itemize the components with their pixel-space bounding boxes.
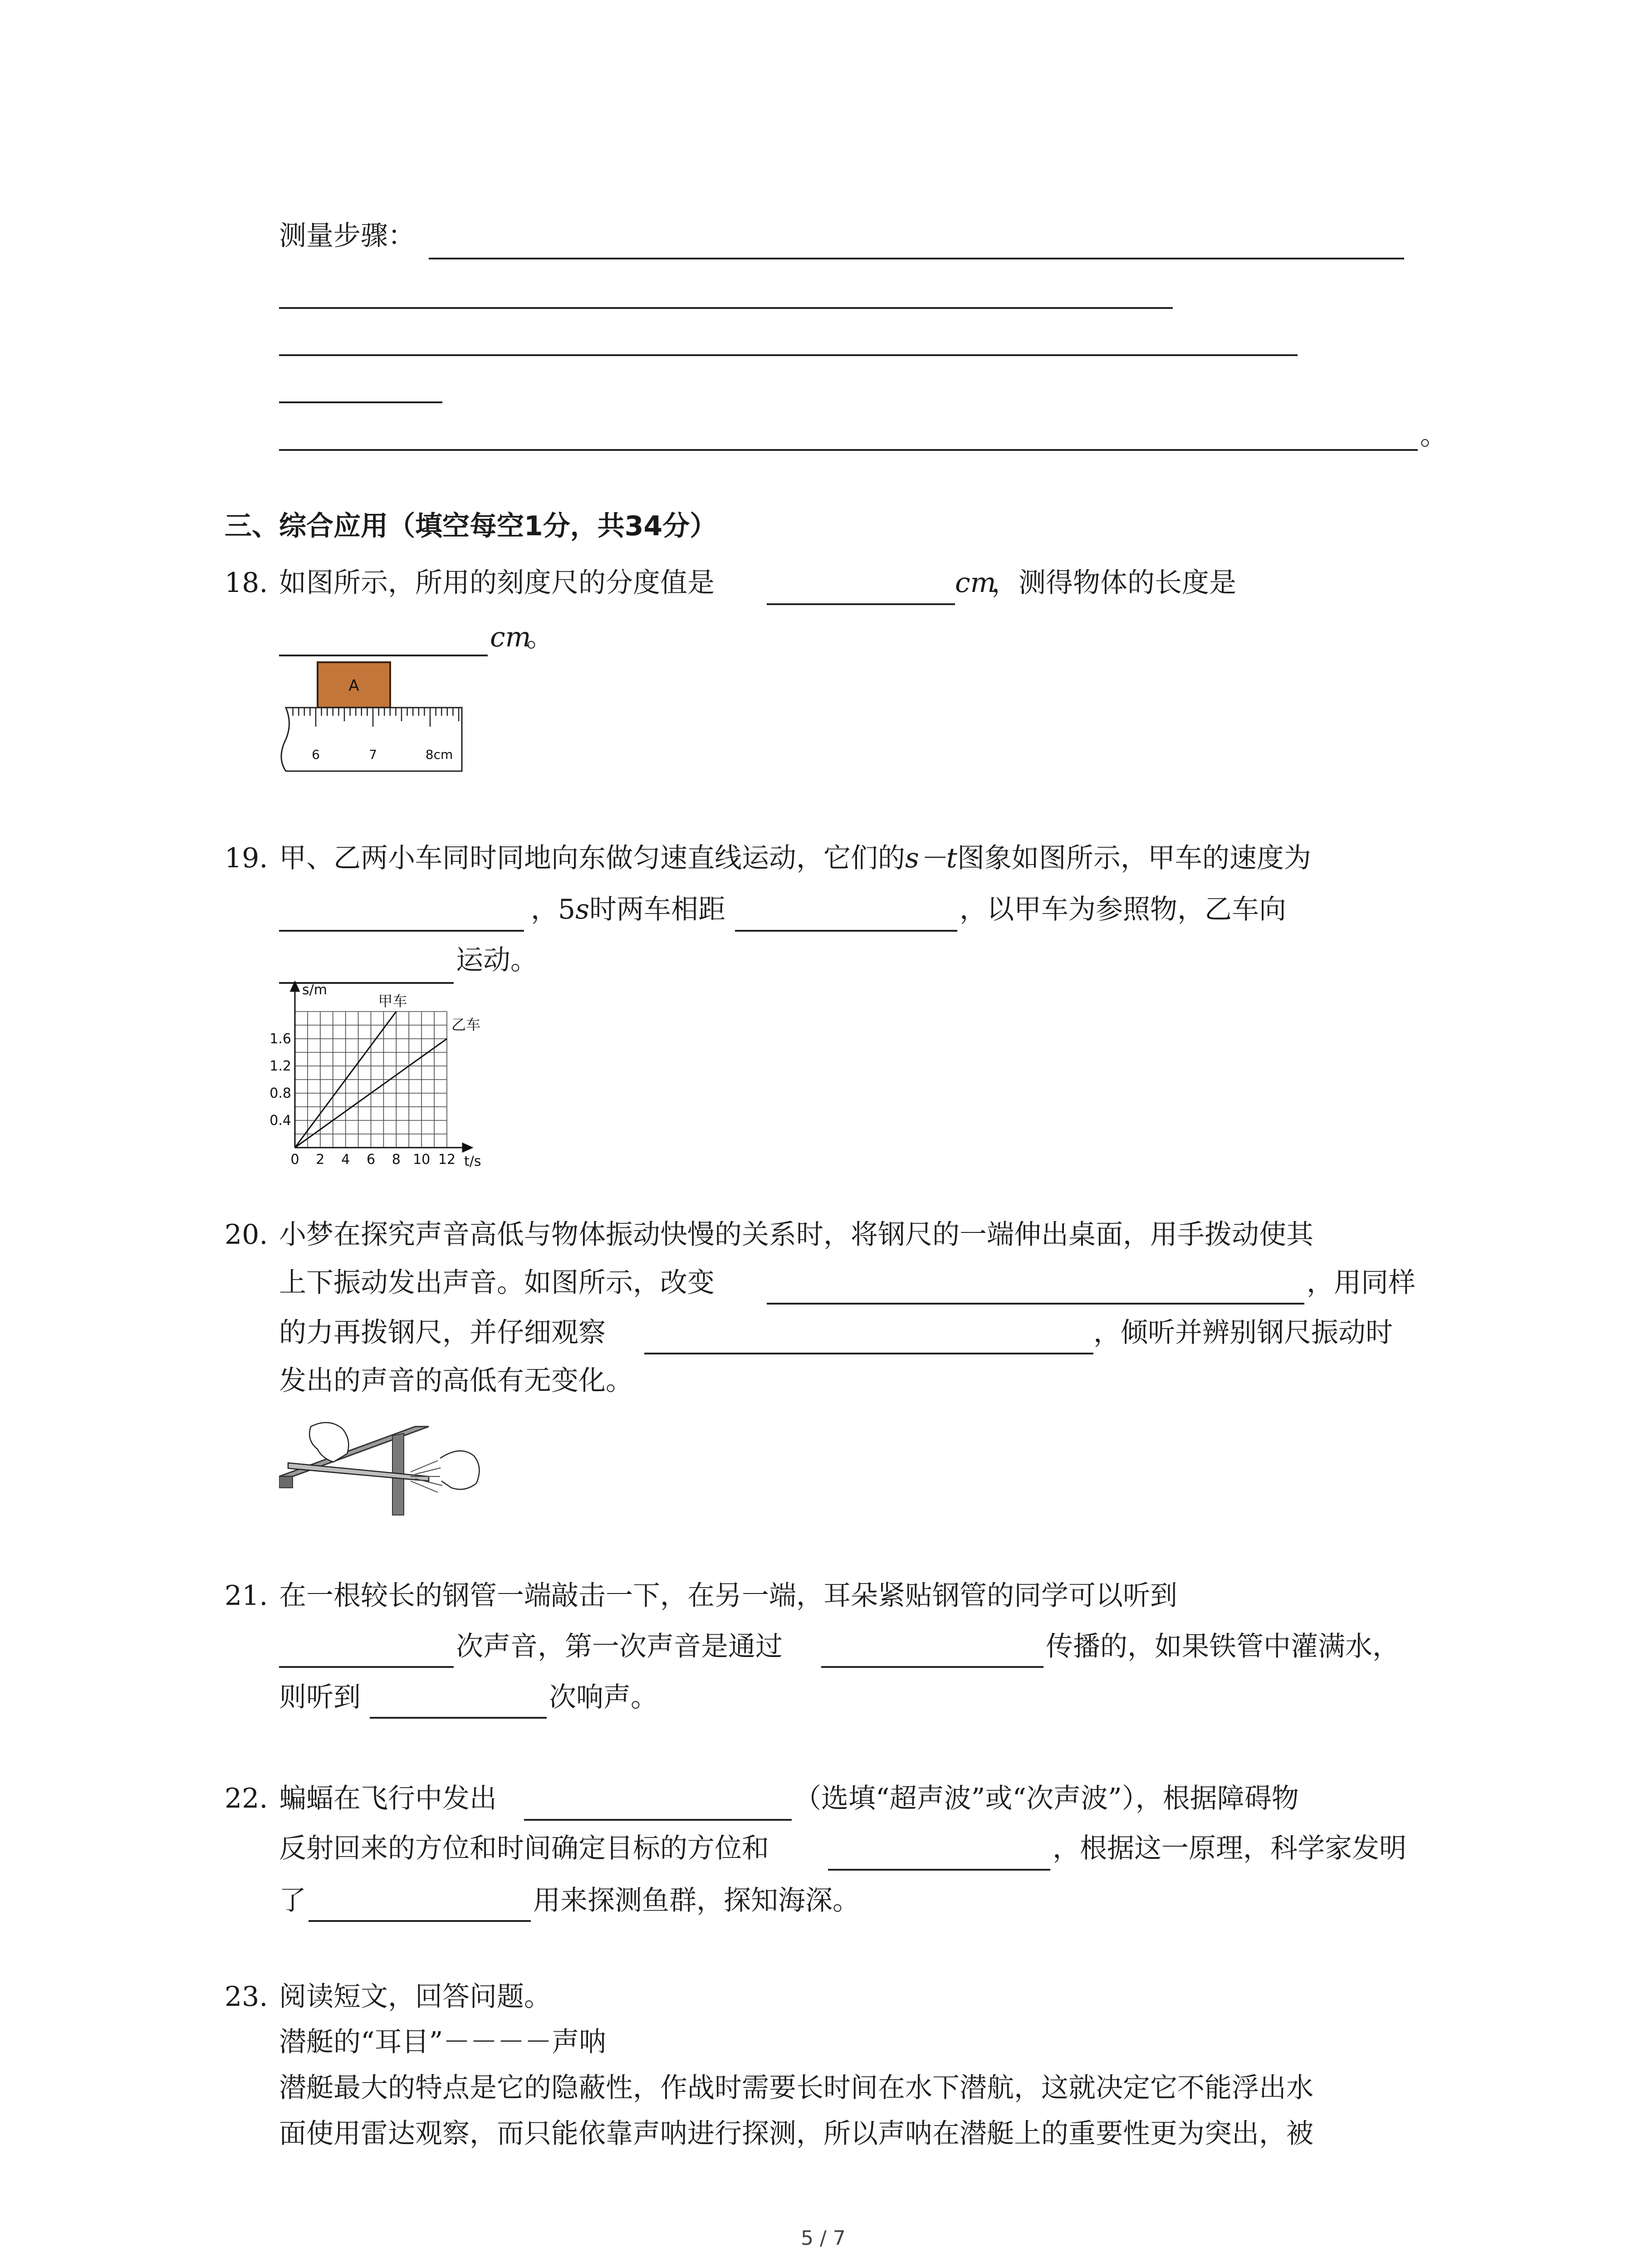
q18-tick-label-7: 7 (369, 747, 377, 762)
q19-y-axis-arrow (291, 982, 299, 991)
q19-x-tick-label: 8 (392, 1152, 401, 1168)
q22-line-1a: 蝙蝠在飞行中发出 (279, 1783, 497, 1814)
q18-tick-label-8: 8cm (425, 747, 453, 762)
q19-y-tick-label: 0.8 (269, 1085, 291, 1101)
q21-blank-2[interactable] (821, 1666, 1043, 1668)
measure-steps-blank-4[interactable] (279, 401, 442, 403)
q19-x-tick-label: 4 (341, 1152, 350, 1168)
q19-blank-1[interactable] (279, 930, 524, 932)
q22-line-1b: （选填“超声波”或“次声波”），根据障碍物 (794, 1783, 1299, 1814)
q18-ruler-figure (272, 655, 467, 778)
q19-y-tick-label: 0.4 (269, 1113, 291, 1129)
q19-st-chart (268, 980, 513, 1170)
q20-line-1: 小梦在探究声音高低与物体振动快慢的关系时，将钢尺的一端伸出桌面，用手拨动使其 (279, 1219, 1313, 1251)
q21-line-2a: 次声音，第一次声音是通过 (456, 1631, 783, 1662)
q19-x-tick-label: 2 (316, 1152, 325, 1168)
measure-steps-blank-1[interactable] (429, 258, 1404, 259)
q21-line-3a: 则听到 (279, 1681, 361, 1713)
measure-steps-end-mark: 。 (1420, 420, 1447, 451)
q19-x-axis-arrow (463, 1144, 472, 1152)
q19-y-tick-label: 1.2 (269, 1058, 291, 1074)
q22-blank-1[interactable] (524, 1819, 792, 1821)
q20-line-2a: 上下振动发出声音。如图所示，改变 (279, 1267, 715, 1299)
q19-line-2c: ，以甲车为参照物，乙车向 (960, 894, 1286, 925)
q19-line-2b-text: 时两车相距 (589, 894, 725, 925)
q21-blank-1[interactable] (279, 1666, 454, 1668)
q19-series-label-1: 乙车 (451, 1016, 481, 1033)
q19-blank-2[interactable] (735, 930, 957, 932)
q21-line-3b: 次响声。 (549, 1681, 658, 1713)
q20-hand-right (440, 1451, 479, 1490)
q18-text-2: ，测得物体的长度是 (991, 567, 1236, 599)
q19-chart-labels (269, 982, 481, 1169)
q19-st-formula: s－t (905, 842, 957, 874)
q18-text-1: 如图所示，所用的刻度尺的分度值是 (279, 567, 715, 599)
q22-line-2a: 反射回来的方位和时间确定目标的方位和 (279, 1833, 769, 1864)
q22-number: 22. (225, 1783, 268, 1814)
q19-text-1b: 图象如图所示，甲车的速度为 (957, 842, 1311, 874)
q18-number: 18. (225, 567, 268, 599)
q19-y-axis-label: s/m (302, 982, 327, 998)
q19-x-tick-label: 0 (290, 1152, 299, 1168)
q23-number: 23. (225, 1981, 268, 2013)
q20-blank-2[interactable] (644, 1353, 1093, 1354)
q19-chart-grid (295, 1012, 447, 1148)
q20-number: 20. (225, 1219, 268, 1251)
q18-unit-1: cm (955, 567, 996, 599)
measure-steps-blank-2[interactable] (279, 307, 1173, 309)
q19-x-tick-label: 6 (366, 1152, 376, 1168)
q19-line-2a (531, 891, 725, 928)
measure-steps-blank-5[interactable] (279, 449, 1418, 451)
q22-line-3a: 了 (279, 1885, 306, 1916)
q18-block-label: A (348, 677, 359, 695)
q21-blank-3[interactable] (370, 1717, 547, 1719)
q22-line-3b: 用来探测鱼群，探知海深。 (533, 1885, 860, 1916)
q19-line-2a-s: s (575, 894, 589, 925)
q19-x-tick-label: 12 (438, 1152, 456, 1168)
q19-line-3: 运动。 (456, 944, 538, 976)
q23-subtitle: 潜艇的“耳目”－－－－声呐 (279, 2026, 607, 2058)
q19-x-axis-label: t/s (464, 1154, 481, 1169)
q19-y-tick-label: 1.6 (269, 1031, 291, 1047)
q19-x-tick-label: 10 (413, 1152, 431, 1168)
q22-blank-3[interactable] (309, 1920, 531, 1922)
q20-line-4: 发出的声音的高低有无变化。 (279, 1365, 633, 1397)
measure-steps-label: 测量步骤： (279, 220, 415, 252)
q21-line-1: 在一根较长的钢管一端敲击一下，在另一端，耳朵紧贴钢管的同学可以听到 (279, 1580, 1177, 1612)
q20-line-3b: ，倾听并辨别钢尺振动时 (1093, 1317, 1393, 1349)
q19-number: 19. (225, 842, 268, 874)
q18-end: 。 (526, 621, 554, 653)
q20-line-2b: ，用同样 (1307, 1267, 1416, 1299)
q20-blank-1[interactable] (767, 1303, 1304, 1305)
section-title: 三、综合应用（填空每空1分，共34分） (225, 510, 717, 542)
q19-text-1 (279, 840, 1311, 876)
measure-steps-blank-3[interactable] (279, 354, 1298, 356)
q23-para-1: 潜艇最大的特点是它的隐蔽性，作战时需要长时间在水下潜航，这就决定它不能浮出水 (279, 2072, 1313, 2104)
q20-steel-ruler-figure (279, 1408, 485, 1517)
q19-series-label-0: 甲车 (378, 992, 407, 1010)
q19-text-1a: 甲、乙两小车同时同地向东做匀速直线运动，它们的 (279, 842, 905, 874)
page-number: 5 / 7 (801, 2227, 846, 2250)
q22-line-2b: ，根据这一原理，科学家发明 (1053, 1833, 1406, 1864)
q19-line-2a-text: ，5 (531, 894, 576, 925)
q20-desk-edge (279, 1476, 293, 1488)
q18-blank-1[interactable] (767, 603, 955, 605)
q23-para-2: 面使用雷达观察，而只能依靠声呐进行探测，所以声呐在潜艇上的重要性更为突出，被 (279, 2118, 1313, 2150)
q21-line-2b: 传播的，如果铁管中灌满水， (1046, 1631, 1400, 1662)
q20-line-3a: 的力再拨钢尺，并仔细观察 (279, 1317, 606, 1349)
q18-unit-2: cm (490, 621, 531, 653)
q22-blank-2[interactable] (828, 1869, 1050, 1871)
q21-number: 21. (225, 1580, 268, 1612)
q23-line-1: 阅读短文，回答问题。 (279, 1981, 551, 2013)
q18-tick-label-6: 6 (312, 747, 320, 762)
